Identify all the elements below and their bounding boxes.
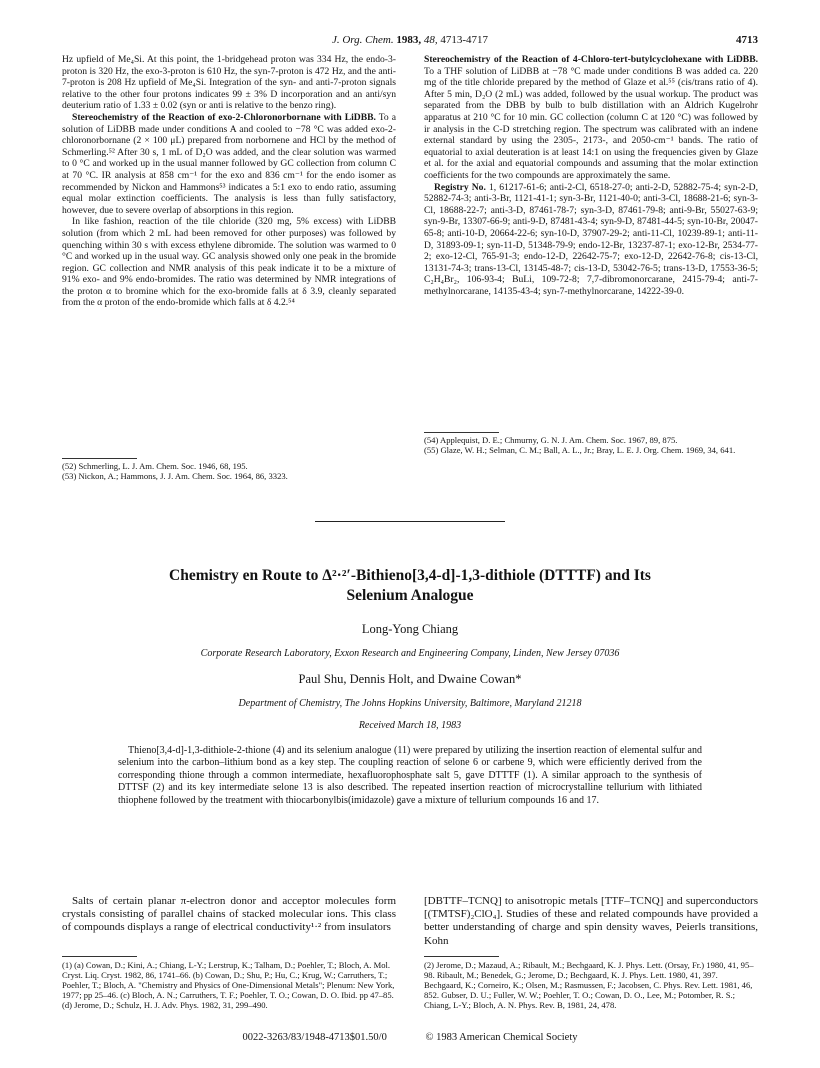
journal-name: J. Org. Chem. [331, 34, 394, 46]
section-heading-chloro-tert-butylcyclohexane: Stereochemistry of the Reaction of 4-Chloro-tert-butylcyclohexane with LiDBB. [424, 54, 758, 65]
page-number: 4713 [736, 34, 758, 46]
footnote-rule-left [62, 458, 137, 459]
running-header [62, 34, 758, 50]
registry-paragraph [424, 182, 758, 298]
footnote-55: (55) Glaze, W. H.; Selman, C. M.; Ball, A. L., Jr.; Bray, L. E. J. Org. Chem. 1969, 34, 641. [424, 445, 736, 455]
received-date: Received March 18, 1983 [358, 720, 462, 731]
body-text-left: Salts of certain planar π-electron donor and acceptor molecules form crystals consisting of parallel chains of stacked molecular ions. This class of compounds displays a range of electrical conductivity¹·² from insulators [62, 895, 396, 934]
footnote-54: (54) Applequist, D. E.; Chmurny, G. N. J. Am. Chem. Soc. 1967, 89, 875. [424, 435, 678, 445]
page-footer [0, 1032, 820, 1043]
journal-volume: 48, [423, 34, 438, 46]
footnotes-left-top [62, 461, 396, 481]
article-title [90, 566, 730, 606]
footnotes-right-top [424, 435, 758, 455]
footnote-rule-right [424, 432, 499, 433]
article-title-line-1: Chemistry en Route to Δ²·²′-Bithieno[3,4-d]-1,3-dithiole (DTTTF) and Its [169, 567, 651, 584]
journal-pages: 4713-4717 [440, 34, 489, 46]
footnote-rule-right-bottom [424, 956, 499, 957]
journal-citation [62, 34, 758, 46]
author-1: Long-Yong Chiang [361, 622, 459, 636]
journal-year: 1983, [396, 34, 422, 46]
footnote-rule-left-bottom [62, 956, 137, 957]
affiliation-2: Department of Chemistry, The Johns Hopkins University, Baltimore, Maryland 21218 [238, 698, 582, 709]
left-paragraph-1: Hz upfield of Me₄Si. At this point, the 1-bridgehead proton was 334 Hz, the endo-3-proton is 320 Hz, the exo-3-proton is 610 Hz, the syn-7-proton is 472 Hz, and the anti-7-proton is 208 Hz upfield of Me₄Si. Integration of the syn- and anti-7-proton signals relative to the other four protons indicates 99 ± 3% D incorporation and an anti/syn deuterium ratio of 1.33 ± 0.02 (syn or anti is relative to the benzo ring). [62, 54, 396, 112]
affiliation-1: Corporate Research Laboratory, Exxon Research and Engineering Company, Linden, New Jersey 07036 [200, 648, 620, 659]
right-column [424, 54, 758, 297]
footnote-1: (1) (a) Cowan, D.; Kini, A.; Chiang, L-Y.; Lerstrup, K.; Talham, D.; Poehler, T.; Bloch, A. Mol. Cryst. Liq. Cryst. 1982, 86, 1741–66. (b) Cowan, D.; Shu, P.; Hu, C.; Krug, W.; Carruthers, T.; Poehler, T.; Bloch, A. "Chemistry and Physics of One-Dimensional Metals"; Plenum: New York, 1977; pp 25–46. (c) Bloch, A. N.; Carruthers, T. F.; Poehler, T. O.; Cowan, D. O. Ibid. pp 47–85. (d) Jerome, D.; Schulz, H. J. Adv. Phys. 1982, 31, 299–490. [62, 960, 395, 1010]
left-paragraph-2 [62, 112, 396, 216]
left-paragraph-3: In like fashion, reaction of the tile chloride (320 mg, 5% excess) with LiDBB solution (from which 2 mL had been removed for other purposes) was followed by quenching within 30 s with excess ethylene dibromide. The solution was warmed to 0 °C and worked up in the usual way. GC analysis showed only one peak in the bromide region. GC collection and NMR analysis of this peak indicate it to be a mixture of 91% exo- and 9% endo-bromides. The ratio was determined by NMR integrations of the proton α to bromine which for the exo-bromide falls at δ 3.9, cleanly separated from the α proton of the endo-bromide which falls at δ 4.2.⁵⁴ [62, 216, 396, 309]
registry-heading: Registry No. [434, 181, 486, 193]
right-paragraph-1 [424, 54, 758, 182]
copyright-notice: © 1983 American Chemical Society [425, 1032, 578, 1043]
article-separator [315, 521, 505, 522]
registry-numbers: 1, 61217-61-6; anti-2-Cl, 6518-27-0; anti-2-D, 52882-75-4; syn-2-D, 52882-74-3; anti-3-Br, 1121-41-1; syn-3-Br, 1121-40-0; anti-3-Cl, 18688-21-6; syn-3-Cl, 18688-22-7; anti-3-D, 87461-78-7; syn-3-D, 87461-79-8; anti-9-Br, 55027-63-9; syn-9-Br, 13307-66-9; anti-9-D, 87481-43-4; syn-9-D, 87481-44-5; syn-10-Br, 20047-65-8; anti-10-D, 20664-22-6; syn-10-D, 37907-29-2; anti-11-Cl, 10239-89-1; anti-11-D, 31893-09-1; syn-11-D, 51348-79-9; endo-12-Br, 13237-87-1; exo-12-Br, 2534-77-2; exo-12-Cl, 765-91-3; endo-12-D, 22642-75-7; exo-12-D, 22642-76-8; cis-13-Cl, 13131-74-3; trans-13-Cl, 13145-48-7; cis-13-D, 53042-76-5; trans-13-D, 17553-36-5; C₂H₄Br₂, 106-93-4; BuLi, 109-72-8; 7,7-dibromonorcarane, 2415-79-4; anti-7-methylnorcarane, 14135-43-4; syn-7-methylnorcarane, 14222-39-0. [424, 181, 759, 297]
article-title-line-2: Selenium Analogue [346, 587, 474, 604]
price-code: 0022-3263/83/1948-4713$01.50/0 [242, 1032, 387, 1043]
author-2: Paul Shu, Dennis Holt, and Dwaine Cowan* [298, 672, 522, 686]
section-heading-exo-chloronorbornane: Stereochemistry of the Reaction of exo-2-Chloronorbornane with LiDBB. [72, 111, 376, 123]
footnote-2: (2) Jerome, D.; Mazaud, A.; Ribault, M.; Bechgaard, K. J. Phys. Lett. (Orsay, Fr.) 1980, 41, 95–98. Ribault, M.; Benedek, G.; Jerome, D.; Bechgaard, K. J. Phys. Lett. 1980, 41, 397. Bechgaard, K.; Corneiro, K.; Olsen, M.; Rasmussen, F.; Jacobsen, C. Phys. Rev. Lett. 1981, 46, 852. Gubser, D. U.; Fuller, W. W.; Poehler, T. O.; Cowan, D. O., Lee, M.; Potomber, R. S.; Chiang, L-Y.; Bloch, A. N. Phys. Rev. B, 1981, 24, 478. [424, 960, 754, 1010]
left-paragraph-2-text: To a solution of LiDBB made under conditions A and cooled to −78 °C was added exo-2-chloronorbornane (2 × 100 μL) prepared from norbornene and HCl by the method of Schmerling.⁵² After 30 s, 1 mL of D₂O was added, and the clear solution was warmed to 0 °C and worked up in the usual manner followed by GC collection from column C at 70 °C. IR analysis at 858 cm⁻¹ for the exo and 836 cm⁻¹ for the endo isomer as recommended by Nickon and Hammons⁵³ indicates a 5:1 exo to endo ratio, assuming equal molar extinction coefficients. The analysis is less than fully satisfactory, however, due to severe overlap of absorptions in this region. [62, 111, 396, 216]
footnote-52: (52) Schmerling, L. J. Am. Chem. Soc. 1946, 68, 195. [62, 461, 248, 471]
body-text-right: [DBTTF–TCNQ] to anisotropic metals [TTF–TCNQ] and superconductors [(TMTSF)₂ClO₄]. Studies of these and related compounds have provided a better understanding of charge and spin density waves, Peierls transitions, Kohn [424, 895, 758, 947]
footnote-53: (53) Nickon, A.; Hammons, J. J. Am. Chem. Soc. 1964, 86, 3323. [62, 471, 288, 481]
left-column [62, 54, 396, 309]
right-paragraph-1-text: To a THF solution of LiDBB at −78 °C made under conditions B was added ca. 220 mg of the title chloride prepared by the method of Glaze et al.⁵⁵ (cis/trans ratio of 4). After 5 min, D₂O (2 mL) was added, followed by the usual workup. The product was separated from the DBB by bulb to bulb distillation with an Aldrich Kugelrohr apparatus at 210 °C for 10 min. GC collection (column C at 120 °C) was followed by ir analysis in the C-D stretching region. The spectrum was calibrated with an indene external standard by using the 2305-, 2173-, and 2050-cm⁻¹ bands. The ratio of equatorial to axial deuteration is at least 14:1 on using the frequencies given by Glaze et al. for the axial and equatorial compounds and assuming that the molar extinction coefficients for the two compounds are approximately the same. [424, 65, 758, 181]
abstract: Thieno[3,4-d]-1,3-dithiole-2-thione (4) and its selenium analogue (11) were prepared by utilizing the insertion reaction of elemental sulfur and selenium into the carbon–lithium bond as a key step. The coupling reaction of selone 6 or carbene 9, which were efficiently derived from the corresponding thione through a common intermediate, hexafluorophosphate salt 5, gave DTTTF (1). A similar approach to the synthesis of DTTSF (2) and its key intermediate selone 13 is also described. The repeated insertion reaction of microcrystalline tellurium with lithiated thiophene followed by the treatment with thiocarbonylbis(imidazole) gave a mixture of tellurium compounds 16 and 17. [118, 745, 702, 806]
